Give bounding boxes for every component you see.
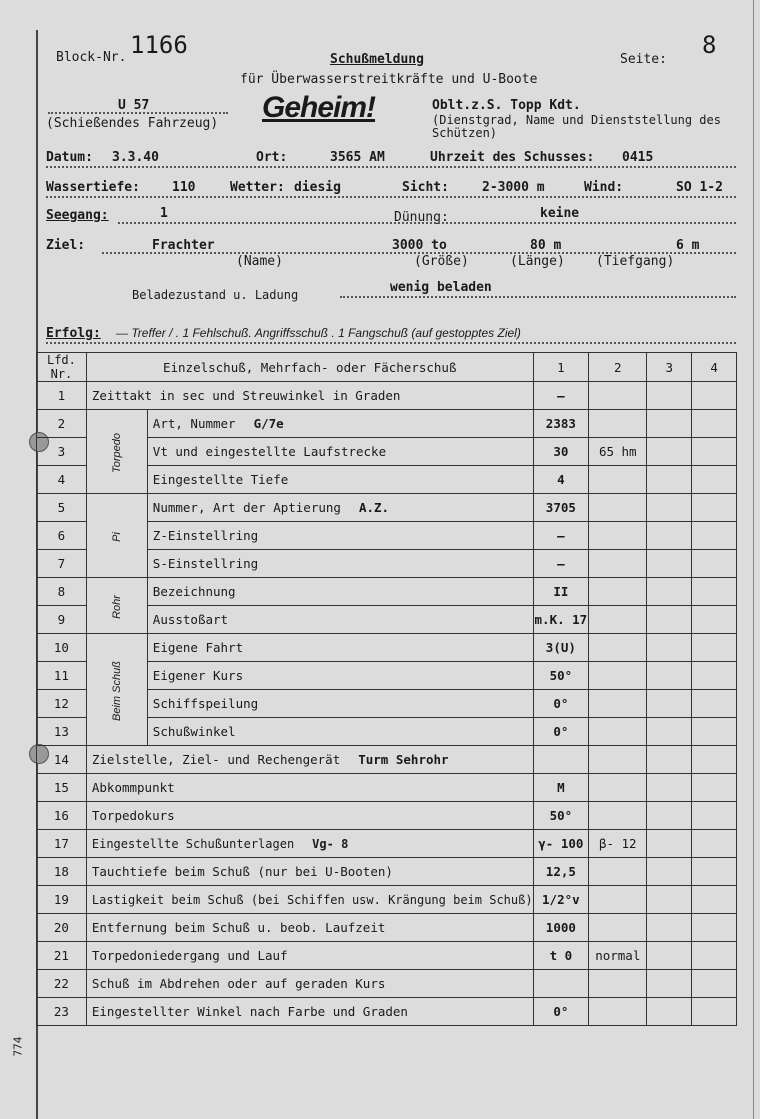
cell-col-2 bbox=[589, 578, 647, 606]
cell-col-1: 30 bbox=[533, 438, 589, 466]
cell-col-2 bbox=[589, 550, 647, 578]
row-number: 6 bbox=[37, 522, 87, 550]
group-text: Torpedo bbox=[110, 433, 123, 473]
cell-col-2 bbox=[589, 914, 647, 942]
cell-col-3 bbox=[647, 438, 692, 466]
sicht-label: Sicht: bbox=[402, 180, 449, 195]
row-label bbox=[86, 914, 533, 942]
cell-col-2 bbox=[589, 746, 647, 774]
wetter-label: Wetter: bbox=[230, 180, 285, 195]
group-label-torpedo bbox=[86, 410, 147, 494]
cell-col-4 bbox=[692, 830, 737, 858]
row-label-text: Eingestellte Schußunterlagen bbox=[91, 836, 295, 851]
row-label-text: Zeittakt in sec und Streuwinkel in Graden bbox=[91, 388, 401, 403]
cell-col-4 bbox=[692, 858, 737, 886]
group-label-rohr bbox=[86, 578, 147, 634]
cell-col-3 bbox=[647, 634, 692, 662]
sicht-value: 2-3000 m bbox=[482, 180, 545, 195]
row-label bbox=[147, 578, 533, 606]
cell-col-1: γ- 100 bbox=[533, 830, 589, 858]
col-2-header: 2 bbox=[589, 353, 647, 382]
row-label bbox=[86, 858, 533, 886]
row-label-text: Ausstoßart bbox=[152, 612, 229, 627]
row-number: 8 bbox=[37, 578, 87, 606]
margin-note: 774 bbox=[11, 1036, 25, 1057]
cell-col-3 bbox=[647, 942, 692, 970]
row-number: 15 bbox=[37, 774, 87, 802]
row-number: 12 bbox=[37, 690, 87, 718]
ort-value: 3565 AM bbox=[330, 150, 385, 165]
cell-col-1 bbox=[533, 970, 589, 998]
cell-col-4 bbox=[692, 914, 737, 942]
row-number: 9 bbox=[37, 606, 87, 634]
laenge-value: 80 m bbox=[530, 238, 562, 253]
row-label bbox=[147, 494, 533, 522]
wassertiefe-label: Wassertiefe: bbox=[46, 180, 140, 195]
tiefgang-label: (Tiefgang) bbox=[596, 254, 675, 269]
row-label-text: Schiffspeilung bbox=[152, 696, 259, 711]
cell-col-4 bbox=[692, 438, 737, 466]
cell-col-4 bbox=[692, 382, 737, 410]
cell-col-3 bbox=[647, 718, 692, 746]
row-label bbox=[86, 886, 533, 914]
cell-col-2 bbox=[589, 634, 647, 662]
col-title-header: Einzelschuß, Mehrfach- oder Fächerschuß bbox=[86, 353, 533, 382]
table-row bbox=[37, 886, 737, 914]
cell-col-1: — bbox=[533, 550, 589, 578]
form-subtitle: für Überwasserstreitkräfte und U-Boote bbox=[240, 72, 538, 87]
group-label-beim bbox=[86, 634, 147, 746]
cell-col-1: 3(U) bbox=[533, 634, 589, 662]
row-label bbox=[147, 634, 533, 662]
cell-col-1: 0° bbox=[533, 718, 589, 746]
group-text: Beim Schuß bbox=[110, 661, 123, 721]
row-label bbox=[86, 942, 533, 970]
table-header-row bbox=[37, 353, 737, 382]
cell-col-1: — bbox=[533, 522, 589, 550]
cell-col-3 bbox=[647, 886, 692, 914]
col-nr-header: Lfd. Nr. bbox=[37, 353, 87, 382]
row-number: 3 bbox=[37, 438, 87, 466]
ziel-label: Ziel: bbox=[46, 238, 86, 253]
cell-col-2 bbox=[589, 998, 647, 1026]
row-number: 22 bbox=[37, 970, 87, 998]
row-label bbox=[147, 606, 533, 634]
cell-col-1: m.K. 17 bbox=[533, 606, 589, 634]
table-row bbox=[37, 410, 737, 438]
cell-col-4 bbox=[692, 690, 737, 718]
cell-col-2 bbox=[589, 690, 647, 718]
groesse-label: (Größe) bbox=[414, 254, 469, 269]
tiefgang-value: 6 m bbox=[676, 238, 700, 253]
row-label bbox=[147, 550, 533, 578]
cell-col-2 bbox=[589, 858, 647, 886]
cell-col-1: — bbox=[533, 382, 589, 410]
cell-col-2 bbox=[589, 466, 647, 494]
seite-number: 8 bbox=[702, 31, 717, 59]
cell-col-3 bbox=[647, 746, 692, 774]
row-label bbox=[86, 774, 533, 802]
row-number: 16 bbox=[37, 802, 87, 830]
row-label-text: Vt und eingestellte Laufstrecke bbox=[152, 444, 387, 459]
row-label bbox=[147, 410, 533, 438]
row-label bbox=[147, 466, 533, 494]
row-label-text: Torpedokurs bbox=[91, 808, 175, 823]
group-text: Pi bbox=[110, 532, 123, 542]
seegang-label: Seegang: bbox=[46, 208, 109, 223]
beladung-value: wenig beladen bbox=[390, 280, 492, 295]
cell-col-2 bbox=[589, 410, 647, 438]
cell-col-2 bbox=[589, 886, 647, 914]
row-label-text: Art, Nummer bbox=[152, 416, 236, 431]
cell-col-1: 50° bbox=[533, 802, 589, 830]
row-number: 10 bbox=[37, 634, 87, 662]
row-label bbox=[147, 522, 533, 550]
col-4-header: 4 bbox=[692, 353, 737, 382]
block-number: 1166 bbox=[130, 31, 188, 59]
table-row bbox=[37, 774, 737, 802]
row-label-text: Z-Einstellring bbox=[152, 528, 259, 543]
row-number: 5 bbox=[37, 494, 87, 522]
row-number: 17 bbox=[37, 830, 87, 858]
cell-col-3 bbox=[647, 550, 692, 578]
row-number: 4 bbox=[37, 466, 87, 494]
wetter-value: diesig bbox=[294, 180, 341, 195]
erfolg-label: Erfolg: bbox=[46, 326, 101, 341]
block-label: Block-Nr. bbox=[56, 50, 127, 65]
cell-col-3 bbox=[647, 970, 692, 998]
seegang-value: 1 bbox=[160, 206, 168, 221]
row-label-text: Eigene Fahrt bbox=[152, 640, 244, 655]
cell-col-1: 12,5 bbox=[533, 858, 589, 886]
row-number: 2 bbox=[37, 410, 87, 438]
row-label-text: Zielstelle, Ziel- und Rechengerät bbox=[91, 752, 341, 767]
cell-col-3 bbox=[647, 410, 692, 438]
row-number: 23 bbox=[37, 998, 87, 1026]
datum-label: Datum: bbox=[46, 150, 93, 165]
name-label: (Name) bbox=[236, 254, 283, 269]
duenung-value: keine bbox=[540, 206, 580, 221]
cell-col-3 bbox=[647, 606, 692, 634]
cell-col-4 bbox=[692, 886, 737, 914]
cell-col-4 bbox=[692, 550, 737, 578]
geheim-stamp: Geheim! bbox=[262, 91, 376, 124]
cell-col-4 bbox=[692, 970, 737, 998]
row-extra-value: Turm Sehrohr bbox=[358, 752, 449, 767]
cell-col-2 bbox=[589, 494, 647, 522]
cell-col-1: 1000 bbox=[533, 914, 589, 942]
row-label-text: Abkommpunkt bbox=[91, 780, 175, 795]
row-label-text: Eingestellter Winkel nach Farbe und Graden bbox=[91, 1004, 408, 1019]
table-row bbox=[37, 942, 737, 970]
cell-col-3 bbox=[647, 690, 692, 718]
table-row bbox=[37, 998, 737, 1026]
cell-col-4 bbox=[692, 466, 737, 494]
cell-col-1: t 0 bbox=[533, 942, 589, 970]
cell-col-3 bbox=[647, 998, 692, 1026]
table-row bbox=[37, 746, 737, 774]
row-label bbox=[86, 382, 533, 410]
erfolg-text: — Treffer / . 1 Fehlschuß. Angriffsschuß . 1 Fangschuß (auf gestopptes Ziel) bbox=[116, 326, 521, 340]
cell-col-3 bbox=[647, 830, 692, 858]
cell-col-1: 0° bbox=[533, 998, 589, 1026]
row-number: 1 bbox=[37, 382, 87, 410]
cell-col-2 bbox=[589, 802, 647, 830]
row-label-text: Torpedoniedergang und Lauf bbox=[91, 948, 288, 963]
shot-report-table bbox=[36, 352, 737, 1026]
cell-col-2: β- 12 bbox=[589, 830, 647, 858]
wind-value: SO 1-2 bbox=[676, 180, 723, 195]
row-number: 13 bbox=[37, 718, 87, 746]
cell-col-4 bbox=[692, 634, 737, 662]
row-number: 7 bbox=[37, 550, 87, 578]
cell-col-3 bbox=[647, 382, 692, 410]
row-number: 21 bbox=[37, 942, 87, 970]
wind-label: Wind: bbox=[584, 180, 624, 195]
row-label-text: Nummer, Art der Aptierung bbox=[152, 500, 341, 515]
cell-col-2 bbox=[589, 522, 647, 550]
uhrzeit-label: Uhrzeit des Schusses: bbox=[430, 150, 595, 165]
table-row bbox=[37, 578, 737, 606]
cell-col-3 bbox=[647, 578, 692, 606]
cell-col-2: normal bbox=[589, 942, 647, 970]
cell-col-4 bbox=[692, 774, 737, 802]
fahrzeug-value: U 57 bbox=[118, 98, 150, 113]
cell-col-3 bbox=[647, 494, 692, 522]
cell-col-3 bbox=[647, 774, 692, 802]
row-number: 19 bbox=[37, 886, 87, 914]
cell-col-1 bbox=[533, 746, 589, 774]
col-3-header: 3 bbox=[647, 353, 692, 382]
uhrzeit-value: 0415 bbox=[622, 150, 654, 165]
table-row bbox=[37, 914, 737, 942]
cell-col-2 bbox=[589, 662, 647, 690]
row-label-text: Tauchtiefe beim Schuß (nur bei U-Booten) bbox=[91, 864, 393, 879]
row-label-text: Eingestellte Tiefe bbox=[152, 472, 289, 487]
form-title: Schußmeldung bbox=[330, 52, 424, 67]
cell-col-4 bbox=[692, 410, 737, 438]
groesse-value: 3000 to bbox=[392, 238, 447, 253]
seite-label: Seite: bbox=[620, 52, 667, 67]
row-label bbox=[147, 718, 533, 746]
schuetze-value: Oblt.z.S. Topp Kdt. bbox=[432, 98, 581, 113]
cell-col-1: M bbox=[533, 774, 589, 802]
row-label-text: Schußwinkel bbox=[152, 724, 236, 739]
cell-col-3 bbox=[647, 662, 692, 690]
table-row bbox=[37, 970, 737, 998]
row-label-text: S-Einstellring bbox=[152, 556, 259, 571]
cell-col-4 bbox=[692, 606, 737, 634]
cell-col-1: 50° bbox=[533, 662, 589, 690]
cell-col-4 bbox=[692, 718, 737, 746]
cell-col-3 bbox=[647, 914, 692, 942]
table-row bbox=[37, 858, 737, 886]
row-label-text: Bezeichnung bbox=[152, 584, 236, 599]
row-label-text: Eigener Kurs bbox=[152, 668, 244, 683]
cell-col-4 bbox=[692, 998, 737, 1026]
row-label-text: Entfernung beim Schuß u. beob. Laufzeit bbox=[91, 920, 386, 935]
cell-col-1: II bbox=[533, 578, 589, 606]
row-extra-value: Vg- 8 bbox=[312, 836, 349, 851]
cell-col-2 bbox=[589, 970, 647, 998]
row-label bbox=[86, 830, 533, 858]
cell-col-4 bbox=[692, 746, 737, 774]
edge-line bbox=[753, 0, 754, 1119]
fahrzeug-label: (Schießendes Fahrzeug) bbox=[46, 116, 219, 131]
cell-col-1: 4 bbox=[533, 466, 589, 494]
laenge-label: (Länge) bbox=[510, 254, 565, 269]
cell-col-4 bbox=[692, 802, 737, 830]
wassertiefe-value: 110 bbox=[172, 180, 196, 195]
cell-col-4 bbox=[692, 578, 737, 606]
cell-col-4 bbox=[692, 662, 737, 690]
cell-col-2 bbox=[589, 606, 647, 634]
group-text: Rohr bbox=[110, 595, 123, 619]
table-row bbox=[37, 802, 737, 830]
row-number: 18 bbox=[37, 858, 87, 886]
cell-col-1: 2383 bbox=[533, 410, 589, 438]
cell-col-3 bbox=[647, 466, 692, 494]
duenung-label: Dünung: bbox=[394, 210, 449, 225]
row-label-text: Lastigkeit beim Schuß (bei Schiffen usw. Krängung beim Schuß) bbox=[91, 892, 533, 907]
datum-value: 3.3.40 bbox=[112, 150, 159, 165]
ort-label: Ort: bbox=[256, 150, 288, 165]
table-row bbox=[37, 830, 737, 858]
row-number: 11 bbox=[37, 662, 87, 690]
table-row bbox=[37, 382, 737, 410]
row-label bbox=[86, 802, 533, 830]
cell-col-4 bbox=[692, 942, 737, 970]
row-extra-value: G/7e bbox=[253, 416, 284, 431]
cell-col-2 bbox=[589, 718, 647, 746]
cell-col-2 bbox=[589, 382, 647, 410]
row-extra-value: A.Z. bbox=[358, 500, 390, 515]
cell-col-3 bbox=[647, 802, 692, 830]
beladung-label: Beladezustand u. Ladung bbox=[132, 288, 299, 302]
row-label bbox=[147, 438, 533, 466]
col-1-header: 1 bbox=[533, 353, 589, 382]
table-row bbox=[37, 634, 737, 662]
cell-col-1: 3705 bbox=[533, 494, 589, 522]
row-label bbox=[86, 998, 533, 1026]
row-label bbox=[86, 746, 533, 774]
schuetze-label: (Dienstgrad, Name und Dienststellung des Schützen) bbox=[432, 113, 721, 140]
cell-col-2: 65 hm bbox=[589, 438, 647, 466]
cell-col-2 bbox=[589, 774, 647, 802]
cell-col-1: 1/2°v bbox=[533, 886, 589, 914]
row-label bbox=[86, 970, 533, 998]
ziel-value: Frachter bbox=[152, 238, 215, 253]
row-label bbox=[147, 690, 533, 718]
row-number: 14 bbox=[37, 746, 87, 774]
row-label-text: Schuß im Abdrehen oder auf geraden Kurs bbox=[91, 976, 386, 991]
cell-col-3 bbox=[647, 522, 692, 550]
group-label-pi bbox=[86, 494, 147, 578]
row-number: 20 bbox=[37, 914, 87, 942]
cell-col-4 bbox=[692, 494, 737, 522]
table-row bbox=[37, 494, 737, 522]
cell-col-4 bbox=[692, 522, 737, 550]
cell-col-1: 0° bbox=[533, 690, 589, 718]
row-label bbox=[147, 662, 533, 690]
cell-col-3 bbox=[647, 858, 692, 886]
